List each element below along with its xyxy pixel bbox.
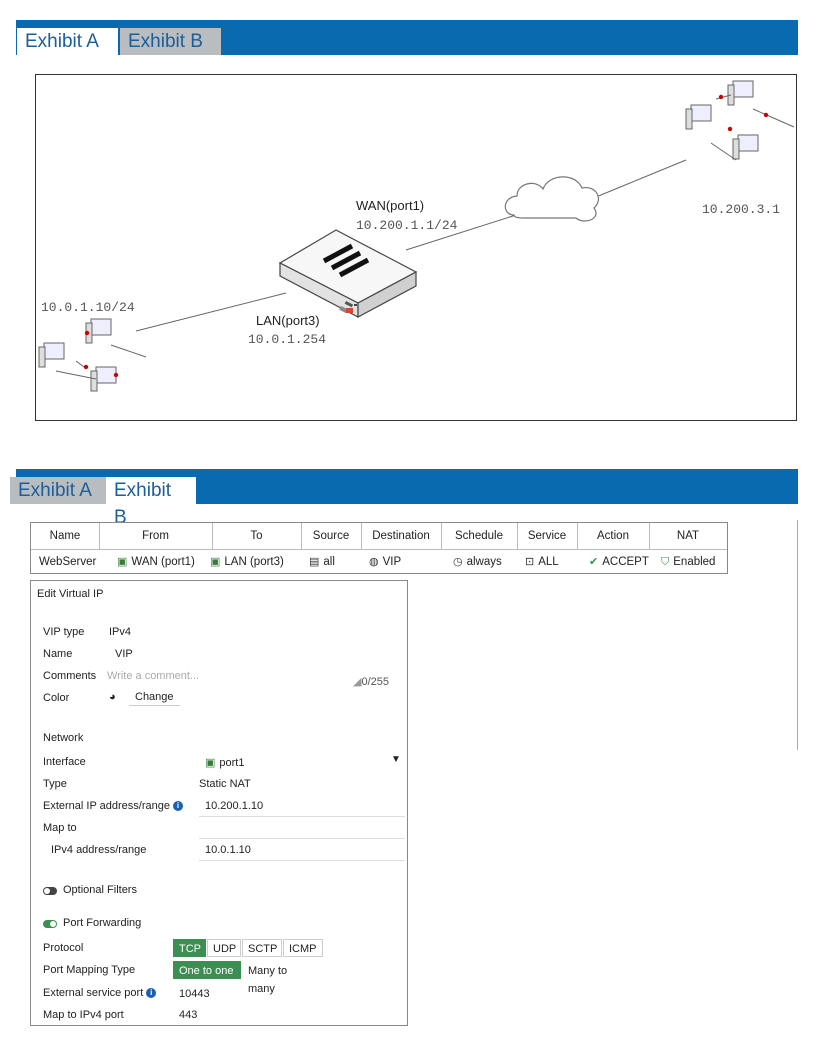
external-ip-label: External IP address/range i xyxy=(43,800,183,812)
left-network-label: 10.0.1.10/24 xyxy=(41,300,135,315)
panel-title: Edit Virtual IP xyxy=(37,588,104,600)
policy-service: ⊡ ALL xyxy=(517,549,577,575)
comments-counter: ◢0/255 xyxy=(353,676,389,688)
check-icon: ✔ xyxy=(589,556,599,568)
policy-nat: ⛉ Enabled xyxy=(653,549,729,575)
policy-destination: ◍ VIP xyxy=(361,549,441,575)
table-header xyxy=(31,523,727,550)
column-header-action[interactable]: Action xyxy=(577,523,650,549)
column-header-from[interactable]: From xyxy=(99,523,213,549)
policy-to: ▣ LAN (port3) xyxy=(202,549,301,575)
optional-filters-label: Optional Filters xyxy=(63,884,137,896)
schedule-icon: ◷ xyxy=(453,556,463,568)
protocol-udp-button[interactable]: UDP xyxy=(207,939,241,957)
network-heading: Network xyxy=(43,732,84,744)
palette-icon: ◕ xyxy=(109,691,116,703)
shield-check-icon: ⛉ xyxy=(661,556,670,568)
info-icon[interactable]: i xyxy=(146,988,156,998)
tab-exhibit-a[interactable]: Exhibit A xyxy=(10,477,106,504)
firewall-device-icon xyxy=(280,230,416,317)
column-header-to[interactable]: To xyxy=(212,523,302,549)
right-network-label: 10.200.3.1 xyxy=(702,202,781,217)
ipv4-address-label: IPv4 address/range xyxy=(51,844,147,856)
policy-action: ✔ ACCEPT xyxy=(581,549,653,575)
external-port-input[interactable]: 10443 xyxy=(179,988,210,1000)
network-diagram xyxy=(35,74,797,421)
policy-name: WebServer xyxy=(39,556,97,568)
vip-icon: ◍ xyxy=(369,556,379,568)
chevron-down-icon[interactable]: ▼ xyxy=(391,754,401,765)
vip-type-label: VIP type xyxy=(43,626,85,638)
internet-cloud-icon xyxy=(505,177,598,221)
interface-icon: ▣ xyxy=(205,757,216,769)
interface-icon: ▣ xyxy=(210,556,221,568)
tab-exhibit-b[interactable]: Exhibit B xyxy=(106,477,196,504)
exhibit-b-tabbar xyxy=(16,469,798,528)
policy-schedule: ◷ always xyxy=(445,549,521,575)
map-port-input[interactable]: 443 xyxy=(179,1009,198,1021)
service-icon: ⊡ xyxy=(525,556,535,568)
resize-icon: ◢ xyxy=(353,676,362,688)
edit-virtual-ip-panel xyxy=(30,580,408,1026)
one-to-one-button[interactable]: One to one xyxy=(173,961,241,979)
policy-source: ▤ all xyxy=(301,549,361,575)
tab-exhibit-a[interactable]: Exhibit A xyxy=(17,28,118,55)
external-ip-underline xyxy=(199,816,405,817)
wan-port-label: WAN(port1) xyxy=(356,198,425,213)
column-header-source[interactable]: Source xyxy=(301,523,362,549)
column-header-name[interactable]: Name xyxy=(31,523,100,549)
many-to-many-button[interactable]: Many to many xyxy=(248,965,288,995)
port-mapping-label: Port Mapping Type xyxy=(43,964,136,976)
lan-ip-label: 10.0.1.254 xyxy=(248,332,327,347)
comments-input[interactable]: Write a comment... xyxy=(107,670,200,682)
external-port-label: External service port i xyxy=(43,987,156,999)
column-header-schedule[interactable]: Schedule xyxy=(441,523,518,549)
protocol-label: Protocol xyxy=(43,942,84,954)
comments-label: Comments xyxy=(43,670,97,682)
interface-select[interactable]: ▣ port1 xyxy=(205,757,245,769)
external-ip-input[interactable]: 10.200.1.10 xyxy=(205,800,264,812)
protocol-icmp-button[interactable]: ICMP xyxy=(283,939,323,957)
column-header-destination[interactable]: Destination xyxy=(361,523,442,549)
remote-computers-icon xyxy=(686,81,794,160)
protocol-sctp-button[interactable]: SCTP xyxy=(242,939,282,957)
interface-label: Interface xyxy=(43,756,86,768)
name-label: Name xyxy=(43,648,73,660)
change-color-button[interactable]: Change xyxy=(129,689,180,706)
internet-link xyxy=(596,160,686,197)
lan-computers-icon xyxy=(39,319,146,391)
map-to-underline xyxy=(199,838,405,839)
tab-exhibit-b[interactable]: Exhibit B xyxy=(120,28,221,55)
optional-filters-toggle[interactable] xyxy=(43,887,57,895)
map-to-label: Map to xyxy=(43,822,77,834)
type-label: Type xyxy=(43,778,67,790)
info-icon[interactable]: i xyxy=(173,801,183,811)
protocol-tcp-button[interactable]: TCP xyxy=(173,939,206,957)
ipv4-address-input[interactable]: 10.0.1.10 xyxy=(205,844,251,856)
name-value[interactable]: VIP xyxy=(115,648,133,660)
table-row[interactable] xyxy=(31,549,727,575)
address-icon: ▤ xyxy=(309,556,320,568)
type-value: Static NAT xyxy=(199,778,251,790)
color-label: Color xyxy=(43,692,70,704)
exhibit-a-tabbar xyxy=(16,20,798,55)
port-forwarding-label: Port Forwarding xyxy=(63,917,142,929)
vip-type-value: IPv4 xyxy=(109,626,132,638)
ipv4-address-underline xyxy=(199,860,405,861)
map-port-label: Map to IPv4 port xyxy=(43,1009,124,1021)
firewall-policy-table xyxy=(30,522,728,574)
lan-port-label: LAN(port3) xyxy=(256,313,320,328)
panel-scrollbar[interactable] xyxy=(797,520,798,750)
interface-icon: ▣ xyxy=(117,556,128,568)
column-header-nat[interactable]: NAT xyxy=(676,530,700,542)
port-forwarding-toggle[interactable] xyxy=(43,920,57,928)
column-header-service[interactable]: Service xyxy=(517,523,578,549)
policy-from: ▣ WAN (port1) xyxy=(109,549,222,575)
wan-ip-label: 10.200.1.1/24 xyxy=(356,218,458,233)
